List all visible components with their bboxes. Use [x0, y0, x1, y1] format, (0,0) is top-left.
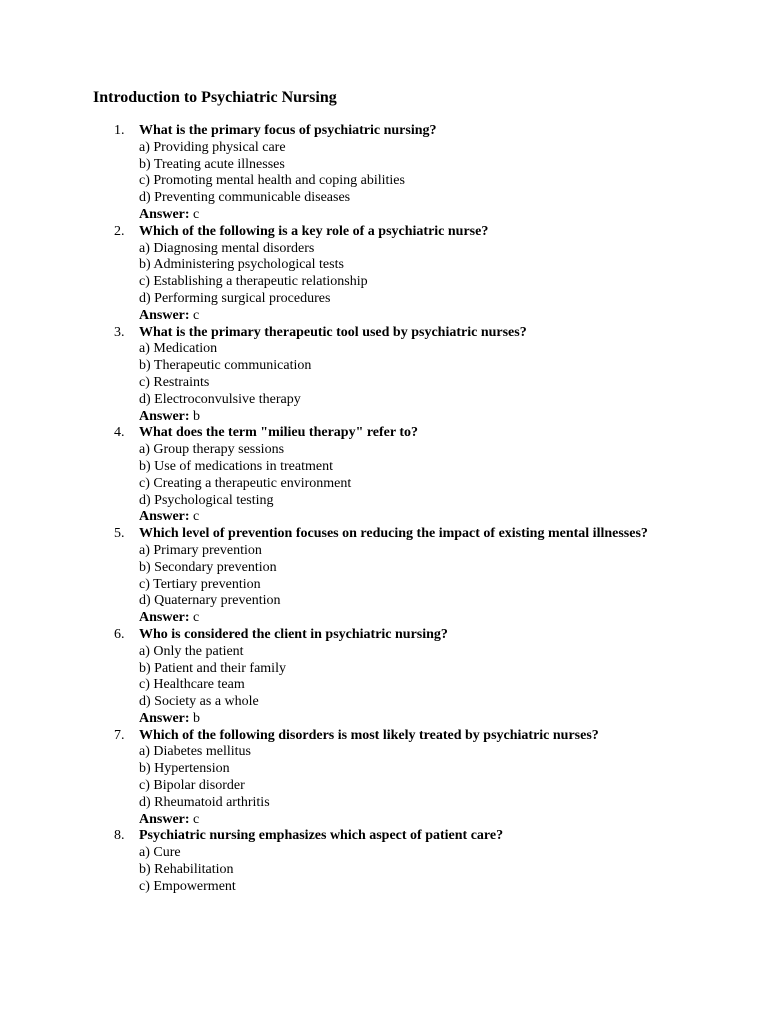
answer-value: c: [193, 307, 200, 323]
question-number: 4.: [114, 425, 125, 441]
question-text: Who is considered the client in psychiatric nursing?: [139, 626, 448, 642]
answer-line: [139, 509, 679, 526]
option-c: c) Bipolar disorder: [139, 778, 245, 794]
question-item-1: [114, 123, 679, 224]
question-list: [114, 123, 679, 896]
question-text: Which level of prevention focuses on reducing the impact of existing mental illnesses?: [139, 526, 648, 542]
question-item-4: [114, 425, 679, 526]
option-a: a) Medication: [139, 341, 218, 357]
question-text: Which of the following disorders is most likely treated by psychiatric nurses?: [139, 727, 599, 743]
answer-line: [139, 308, 679, 325]
answer-line: [139, 207, 679, 224]
question-text: Which of the following is a key role of a psychiatric nurse?: [139, 223, 489, 239]
question-item-7: [114, 727, 679, 829]
option-b: b) Secondary prevention: [139, 559, 277, 575]
question-number: 8.: [114, 828, 125, 844]
option-b: b) Patient and their family: [139, 660, 286, 676]
question-number: 5.: [114, 526, 125, 542]
answer-line: [139, 711, 679, 728]
question-number: 6.: [114, 626, 125, 642]
answer-label: Answer:: [139, 811, 190, 827]
option-b: b) Therapeutic communication: [139, 358, 312, 374]
option-d: d) Rheumatoid arthritis: [139, 794, 270, 810]
option-d: d) Psychological testing: [139, 492, 274, 508]
option-a: a) Group therapy sessions: [139, 442, 285, 458]
option-c: c) Restraints: [139, 374, 210, 390]
question-number: 2.: [114, 223, 125, 239]
document-title: Introduction to Psychiatric Nursing: [93, 89, 337, 106]
question-number: 7.: [114, 727, 125, 743]
question-item-6: [114, 626, 679, 728]
answer-value: c: [193, 509, 200, 525]
question-item-3: [114, 324, 679, 426]
question-number: 1.: [114, 123, 125, 138]
answer-label: Answer:: [139, 206, 190, 222]
option-b: b) Hypertension: [139, 761, 230, 777]
answer-line: [139, 409, 679, 426]
answer-label: Answer:: [139, 408, 190, 424]
answer-value: c: [193, 206, 200, 222]
option-a: a) Cure: [139, 845, 181, 861]
option-c: c) Creating a therapeutic environment: [139, 475, 352, 491]
option-c: c) Establishing a therapeutic relationship: [139, 274, 368, 290]
answer-value: c: [193, 811, 200, 827]
option-d: d) Quaternary prevention: [139, 593, 281, 609]
question-text: What is the primary therapeutic tool used by psychiatric nurses?: [139, 324, 527, 340]
option-b: b) Use of medications in treatment: [139, 458, 333, 474]
answer-line: [139, 812, 679, 829]
answer-label: Answer:: [139, 307, 190, 323]
answer-label: Answer:: [139, 610, 190, 626]
answer-value: c: [193, 610, 200, 626]
option-d: d) Electroconvulsive therapy: [139, 391, 301, 407]
option-a: a) Primary prevention: [139, 542, 262, 558]
option-d: d) Society as a whole: [139, 694, 259, 710]
answer-value: b: [193, 710, 201, 726]
option-a: a) Only the patient: [139, 643, 244, 659]
question-number: 3.: [114, 324, 125, 340]
question-item-8: [114, 828, 679, 895]
option-b: b) Administering psychological tests: [139, 257, 344, 273]
question-item-2: [114, 223, 679, 325]
option-c: c) Healthcare team: [139, 677, 245, 693]
question-text: What is the primary focus of psychiatric nursing?: [139, 123, 437, 138]
question-item-5: [114, 526, 679, 627]
option-c: c) Empowerment: [139, 878, 236, 894]
answer-value: b: [193, 408, 201, 424]
option-b: b) Rehabilitation: [139, 862, 234, 878]
question-text: What does the term "milieu therapy" refer to?: [139, 425, 419, 441]
answer-label: Answer:: [139, 509, 190, 525]
option-a: a) Diabetes mellitus: [139, 744, 251, 760]
question-text: Psychiatric nursing emphasizes which aspect of patient care?: [139, 828, 504, 844]
option-a: a) Providing physical care: [139, 139, 286, 155]
answer-label: Answer:: [139, 710, 190, 726]
option-a: a) Diagnosing mental disorders: [139, 240, 315, 256]
answer-line: [139, 610, 679, 627]
option-d: d) Preventing communicable diseases: [139, 190, 351, 206]
option-b: b) Treating acute illnesses: [139, 156, 285, 172]
option-c: c) Tertiary prevention: [139, 576, 261, 592]
option-d: d) Performing surgical procedures: [139, 290, 331, 306]
option-c: c) Promoting mental health and coping abilities: [139, 173, 405, 189]
